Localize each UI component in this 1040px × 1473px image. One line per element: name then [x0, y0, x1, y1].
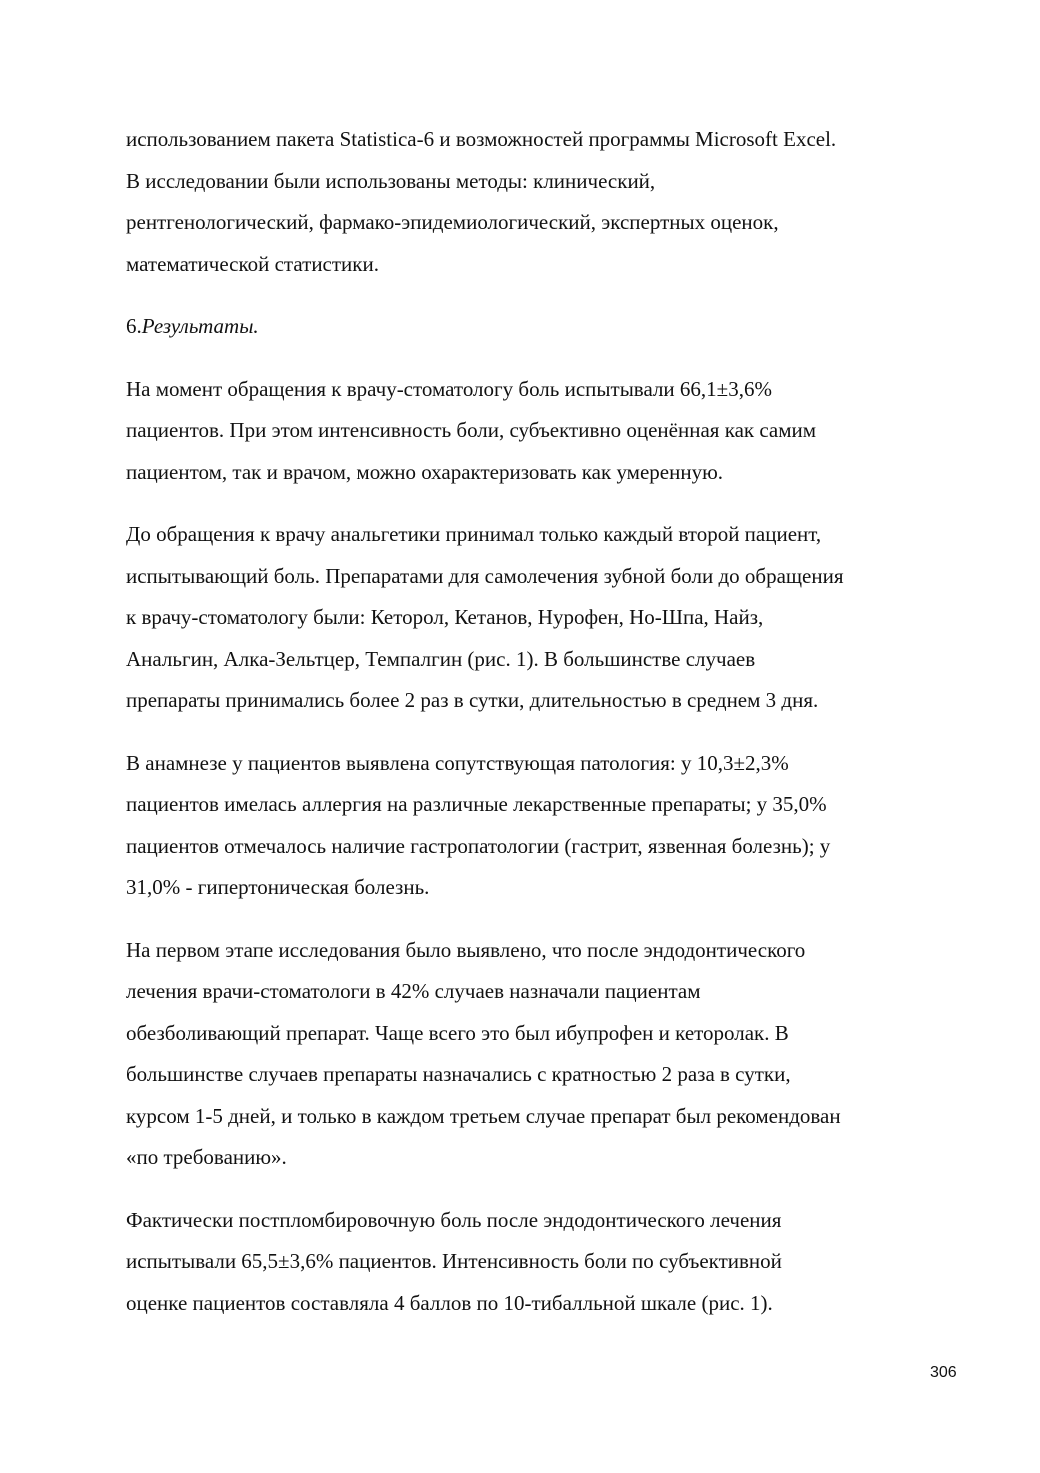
text-line: большинстве случаев препараты назначались с кратностью 2 раза в сутки, — [126, 1062, 791, 1086]
text-line: пациентом, так и врачом, можно охарактеризовать как умеренную. — [126, 459, 724, 484]
paragraph-first-stage — [126, 930, 986, 1179]
paragraph-methods — [126, 119, 986, 285]
text-line: пациентов отмечалось наличие гастропатологии (гастрит, язвенная болезнь); у — [126, 833, 831, 858]
text-line: оценке пациентов составляла 4 баллов по 10-тибалльной шкале (рис. 1). — [126, 1290, 773, 1315]
text-line: пациентов. При этом интенсивность боли, субъективно оценённая как самим — [126, 418, 817, 442]
text-line: математической статистики. — [126, 251, 379, 276]
section-title: Результаты. — [141, 314, 259, 338]
text-line: обезболивающий препарат. Чаще всего это был ибупрофен и кеторолак. В — [126, 1020, 789, 1045]
text-line: На момент обращения к врачу-стоматологу боль испытывали 66,1±3,6% — [126, 376, 772, 401]
text-line: До обращения к врачу анальгетики принимал только каждый второй пациент, — [126, 522, 822, 546]
paragraph-post-treatment — [126, 1200, 986, 1325]
text-line: рентгенологический, фармако-эпидемиологический, экспертных оценок, — [126, 210, 779, 234]
text-line: испытывающий боль. Препаратами для самолечения зубной боли до обращения — [126, 563, 844, 588]
text-line: Анальгин, Алка-Зельтцер, Темпалгин (рис. 1). В большинстве случаев — [126, 646, 756, 671]
text-line: лечения врачи-стоматологи в 42% случаев назначали пациентам — [126, 979, 701, 1003]
section-number: 6. — [126, 314, 142, 338]
paragraph-pain — [126, 369, 986, 494]
section-heading — [126, 306, 986, 348]
paragraph-analgesics — [126, 514, 986, 722]
body-text — [126, 119, 986, 1324]
text-line: пациентов имелась аллергия на различные лекарственные препараты; у 35,0% — [126, 792, 827, 816]
text-line: «по требованию». — [126, 1145, 287, 1169]
text-line: В исследовании были использованы методы: клинический, — [126, 168, 656, 193]
text-line: На первом этапе исследования было выявлено, что после эндодонтического — [126, 937, 806, 962]
text-line: препараты принимались более 2 раз в сутки, длительностью в среднем 3 дня. — [126, 688, 819, 712]
text-line: Фактически постпломбировочную боль после эндодонтического лечения — [126, 1207, 782, 1232]
text-line: 31,0% - гипертоническая болезнь. — [126, 875, 430, 899]
text-line: испытывали 65,5±3,6% пациентов. Интенсивность боли по субъективной — [126, 1249, 782, 1273]
paragraph-anamnesis — [126, 743, 986, 909]
text-line: к врачу-стоматологу были: Кеторол, Кетанов, Нурофен, Но-Шпа, Найз, — [126, 605, 764, 629]
text-line: В анамнезе у пациентов выявлена сопутствующая патология: у 10,3±2,3% — [126, 750, 789, 775]
text-line: использованием пакета Statistica-6 и возможностей программы Microsoft Excel. — [126, 127, 837, 151]
page-number: 306 — [930, 1364, 957, 1381]
text-line: курсом 1-5 дней, и только в каждом третьем случае препарат был рекомендован — [126, 1103, 841, 1128]
